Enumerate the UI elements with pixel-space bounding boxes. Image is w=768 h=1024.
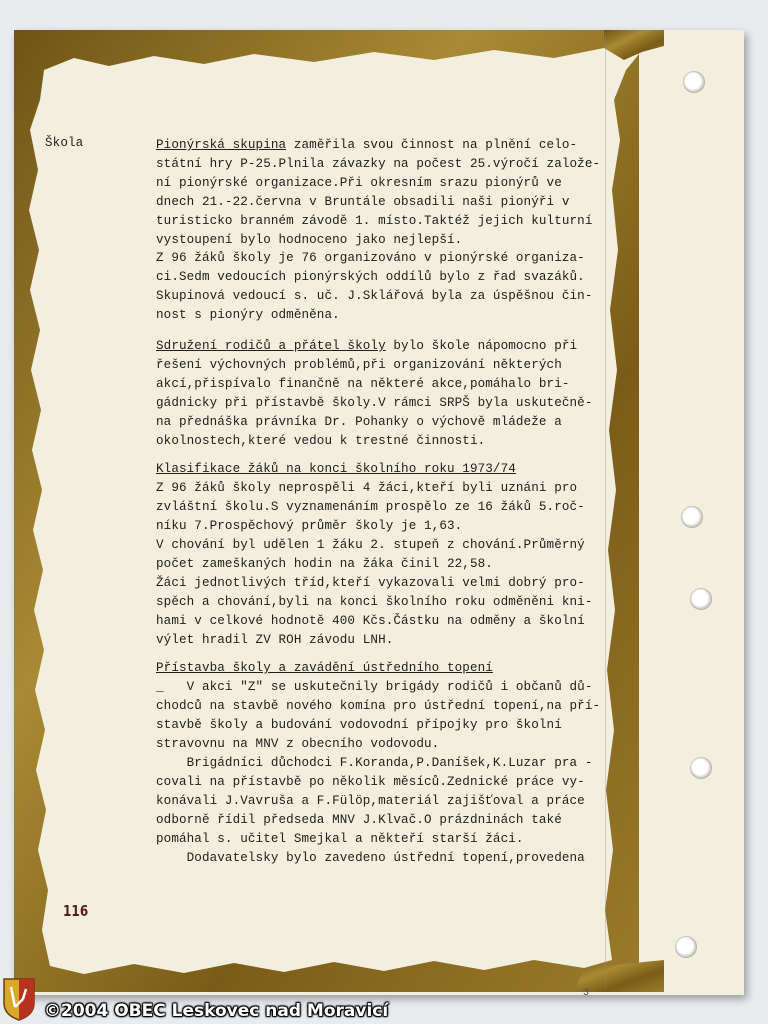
section-heading: Klasifikace žáků na konci školního roku 1973/74 — [156, 462, 516, 476]
text-line: ci.Sedm vedoucích pionýrských oddílů bylo z řad svazáků. — [156, 270, 585, 284]
text-line: níku 7.Prospěchový průměr školy je 1,63. — [156, 519, 463, 533]
text-line — [156, 136, 577, 154]
text-line: Z 96 žáků školy neprospěli 4 žáci,kteří byli uznáni pro — [156, 481, 578, 495]
text-line: výlet hradil ZV ROH závodu LNH. — [156, 633, 394, 647]
village-coat-of-arms-icon — [2, 977, 36, 1021]
text-line: konávali J.Vavruša a F.Fülöp,materiál zajišťoval a práce — [156, 794, 585, 808]
margin-label: Škola — [45, 136, 84, 150]
text-line: gádnicky při přístavbě školy.V rámci SRPŠ byla uskutečně- — [156, 396, 593, 410]
text-line: zvláštní školu.S vyznamenáním prospělo ze 16 žáků 5.roč- — [156, 500, 585, 514]
copyright-watermark: ©2004 OBEC Leskovec nad Moravicí — [44, 1001, 389, 1021]
text-line: odborně řídil předseda MNV J.Klvač.O prázdninách také — [156, 813, 562, 827]
page-number: 116 — [63, 902, 89, 920]
text-line: akcí,přispívalo finančně na některé akce,pomáhalo bri- — [156, 377, 570, 391]
section-heading: Pionýrská skupina — [156, 138, 287, 152]
text-line: hami v celkové hodnotě 400 Kčs.Částku na odměny a školní — [156, 614, 585, 628]
text-line — [156, 460, 516, 478]
text-line: chodců na stavbě nového komína pro ústřední topení,na pří- — [156, 699, 601, 713]
line-text: zaměřila svou činnost na plnění celo- — [286, 138, 578, 152]
text-line: stravovnu na MNV z obecního vodovodu. — [156, 737, 440, 751]
text-line: Skupinová vedoucí s. uč. J.Sklářová byla za úspěšnou čin- — [156, 289, 593, 303]
text-line: počet zameškaných hodin na žáka činil 22,58. — [156, 557, 493, 571]
text-line: ní pionýrské organizace.Při okresním srazu pionýrů ve — [156, 176, 562, 190]
text-line: covali na přístavbě po několik měsíců.Zednické práce vy- — [156, 775, 585, 789]
text-line: vystoupení bylo hodnoceno jako nejlepší. — [156, 233, 463, 247]
text-line: spěch a chování,byli na konci školního roku odměněni kni- — [156, 595, 593, 609]
text-line: řešení výchovných problémů,při organizování některých — [156, 358, 562, 372]
text-line: pomáhal s. učitel Smejkal a někteří starší žáci. — [156, 832, 524, 846]
text-line: stavbě školy a budování vodovodní přípojky pro školní — [156, 718, 562, 732]
section-heading: Přístavba školy a zavádění ústředního topení — [156, 661, 493, 675]
text-line: V chování byl udělen 1 žáku 2. stupeň z chování.Průměrný — [156, 538, 585, 552]
section-heading: Sdružení rodičů a přátel školy — [156, 339, 386, 353]
corner-mark: 3 — [583, 988, 590, 999]
line-text: bylo škole nápomocno při — [385, 339, 578, 353]
text-line: _ V akci "Z" se uskutečnily brigády rodičů i občanů dů- — [156, 680, 593, 694]
text-line: nost s pionýry odměněna. — [156, 308, 340, 322]
text-line — [156, 659, 493, 677]
text-line: na přednáška právníka Dr. Pohanky o výchově mládeže a — [156, 415, 562, 429]
text-line: Dodavatelsky bylo zavedeno ústřední topení,provedena — [156, 851, 585, 865]
text-line: státní hry P-25.Plnila závazky na počest 25.výročí založe- — [156, 157, 601, 171]
text-line: dnech 21.-22.června v Bruntále obsadili naši pionýři v — [156, 195, 570, 209]
text-line — [156, 337, 577, 355]
text-line: Žáci jednotlivých tříd,kteří vykazovali velmi dobrý pro- — [156, 576, 585, 590]
text-line: okolnostech,které vedou k trestné činnosti. — [156, 434, 486, 448]
text-line: Z 96 žáků školy je 76 organizováno v pionýrské organiza- — [156, 251, 585, 265]
text-line: turisticko branném závodě 1. místo.Taktéž jejich kulturní — [156, 214, 593, 228]
text-line: Brigádníci důchodci F.Koranda,P.Daníšek,K.Luzar pra - — [156, 756, 593, 770]
